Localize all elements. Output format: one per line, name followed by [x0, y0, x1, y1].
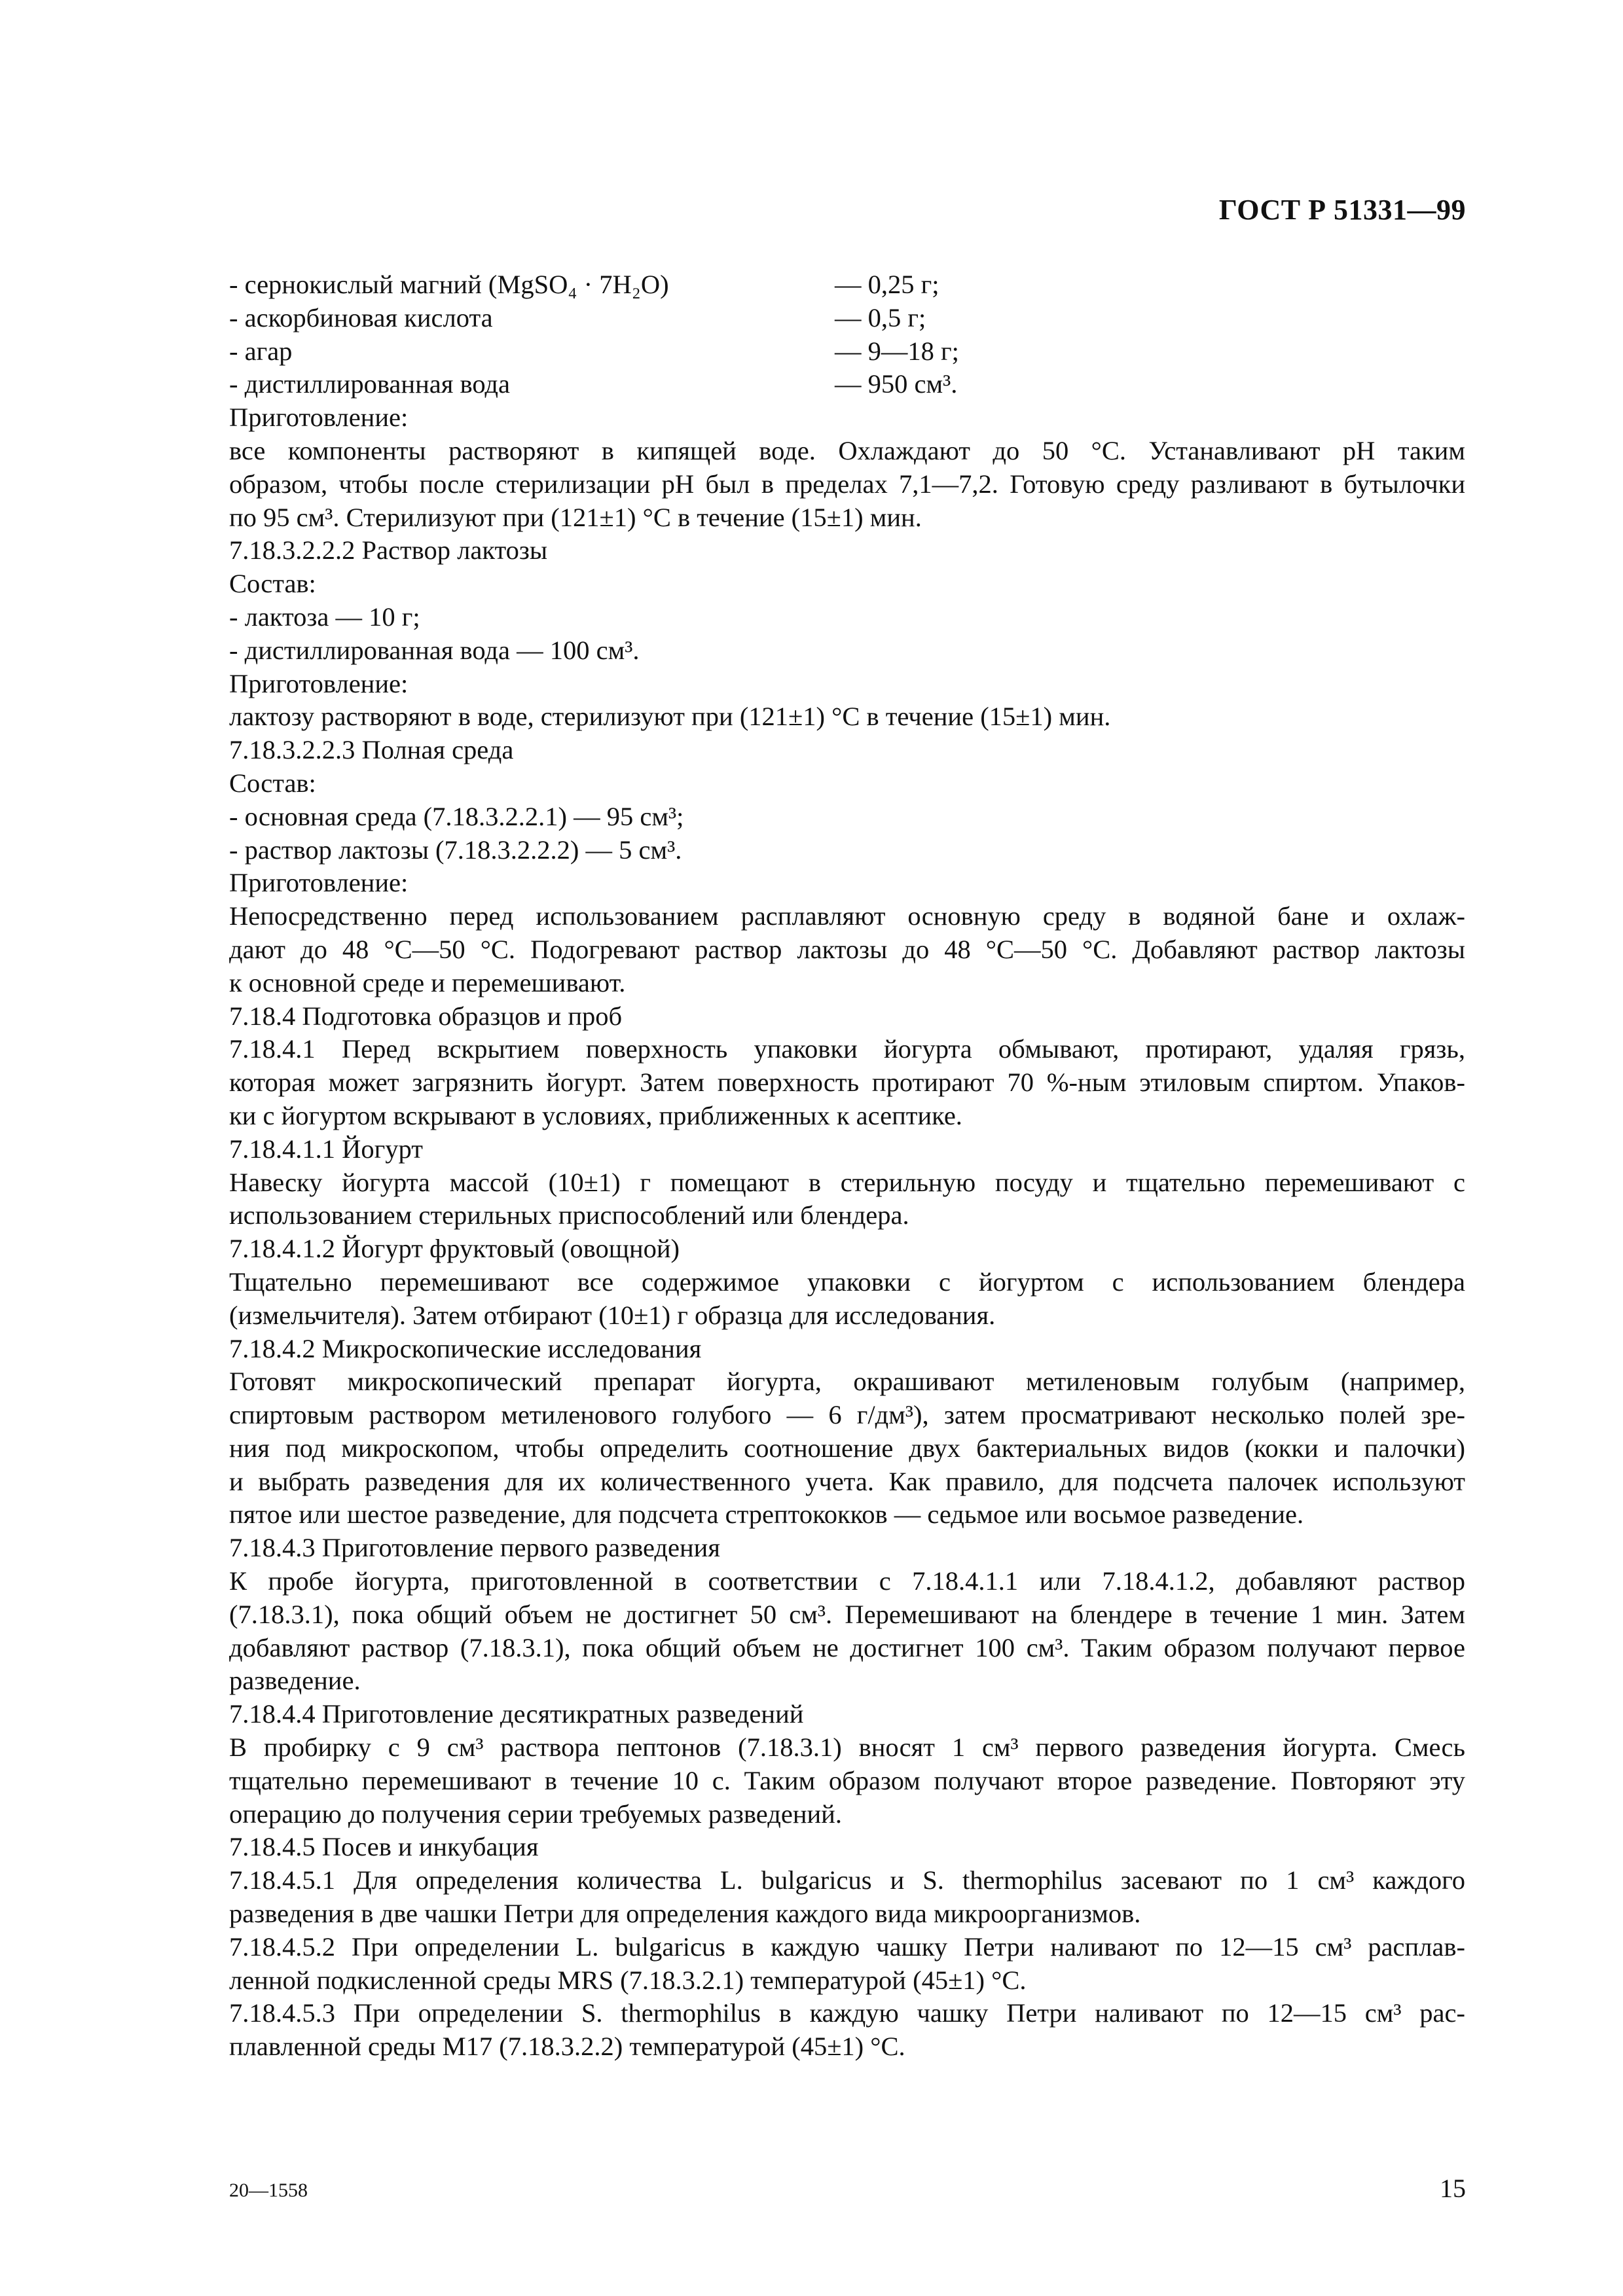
text-line: - основная среда (7.18.3.2.2.1) — 95 см³; [229, 801, 684, 831]
page-number: 15 [1440, 2174, 1466, 2203]
composition-amount: — 9—18 г; [835, 336, 959, 366]
text-line: - лактоза — 10 г; [229, 601, 420, 632]
text-line: Приготовление: [229, 868, 409, 898]
text-line: В пробирку с 9 см³ раствора пептонов (7.18.3.1) вносят 1 см³ первого разведения йогурта. Смесь [229, 1732, 1465, 1763]
composition-item: - сернокислый магний (MgSO₄ · 7H₂O) [229, 270, 669, 299]
text-line: по 95 см³. Стерилизуют при (121±1) °С в течение (15±1) мин. [229, 502, 922, 532]
text-line: использованием стерильных приспособлений или блендера. [229, 1200, 909, 1230]
text-line: плавленной среды M17 (7.18.3.2.2) температурой (45±1) °С. [229, 2032, 905, 2062]
text-line: лактозу растворяют в воде, стерилизуют при (121±1) °С в течение (15±1) мин. [229, 702, 1111, 732]
section-heading-line: 7.18.4.4 Приготовление десятикратных разведений [229, 1699, 804, 1729]
text-line: (7.18.3.1), пока общий объем не достигнет 50 см³. Перемешивают на блендере в течение 1 мин. Затем [229, 1599, 1465, 1629]
text-line: Непосредственно перед использованием расплавляют основную среду в водяной бане и охлаж- [229, 901, 1465, 931]
text-line: ленной подкисленной среды MRS (7.18.3.2.1) температурой (45±1) °С. [229, 1965, 1027, 1995]
text-line: К пробе йогурта, приготовленной в соответствии с 7.18.4.1.1 или 7.18.4.1.2, добавляют раствор [229, 1566, 1465, 1596]
text-line: тщательно перемешивают в течение 10 с. Таким образом получают второе разведение. Повторяют эту [229, 1765, 1465, 1795]
text-line: Приготовление: [229, 668, 409, 698]
text-line: - раствор лактозы (7.18.3.2.2.2) — 5 см³. [229, 834, 682, 865]
text-line: ки с йогуртом вскрывают в условиях, приближенных к асептике. [229, 1100, 962, 1130]
section-heading-line: 7.18.4.5.3 При определении S. thermophilus в каждую чашку Петри наливают по 12—15 см³ рас- [229, 1998, 1465, 2028]
footer-code: 20—1558 [229, 2179, 308, 2201]
section-heading-line: 7.18.4.2 Микроскопические исследования [229, 1333, 702, 1363]
text-line: дают до 48 °С—50 °С. Подогревают раствор лактозы до 48 °С—50 °С. Добавляют раствор лактозы [229, 934, 1465, 964]
text-line: Готовят микроскопический препарат йогурта, окрашивают метиленовым голубым (например, [229, 1367, 1465, 1397]
standard-header: ГОСТ Р 51331—99 [1218, 194, 1466, 226]
composition-item: - дистиллированная вода [229, 369, 510, 399]
text-line: Состав: [229, 569, 316, 599]
section-heading-line: 7.18.4.1.1 Йогурт [229, 1134, 423, 1164]
section-heading-line: 7.18.4.5 Посев и инкубация [229, 1832, 539, 1862]
composition-row [229, 368, 1465, 401]
section-heading-line: 7.18.4.3 Приготовление первого разведения [229, 1533, 720, 1563]
composition-list [229, 268, 1465, 401]
section-heading-line: 7.18.4.5.2 При определении L. bulgaricus в каждую чашку Петри наливают по 12—15 см³ расплав- [229, 1931, 1465, 1962]
page-content [229, 268, 1465, 2064]
section-heading-line: 7.18.4.5.1 Для определения количества L. bulgaricus и S. thermophilus засевают по 1 см³ каждого [229, 1865, 1465, 1895]
composition-amount: — 0,5 г; [835, 302, 926, 332]
section-heading-line: 7.18.3.2.2.2 Раствор лактозы [229, 535, 548, 565]
text-line: спиртовым раствором метиленового голубого — 6 г/дм³), затем просматривают несколько полей зре- [229, 1400, 1465, 1430]
text-line: - дистиллированная вода — 100 см³. [229, 635, 640, 665]
text-line: образом, чтобы после стерилизации pH был в пределах 7,1—7,2. Готовую среду разливают в бутылочки [229, 469, 1465, 499]
text-line: которая может загрязнить йогурт. Затем поверхность протирают 70 %-ным этиловым спиртом. Упаков- [229, 1067, 1465, 1098]
composition-item: - аскорбиновая кислота [229, 302, 493, 332]
text-line: добавляют раствор (7.18.3.1), пока общий объем не достигнет 100 см³. Таким образом получают первое [229, 1632, 1465, 1662]
text-line: и выбрать разведения для их количественного учета. Как правило, для подсчета палочек используют [229, 1466, 1465, 1496]
text-line: пятое или шестое разведение, для подсчета стрептококков — седьмое или восьмое разведение. [229, 1499, 1304, 1530]
text-line: разведения в две чашки Петри для определения каждого вида микроорганизмов. [229, 1899, 1141, 1929]
section-heading-line: 7.18.4.1 Перед вскрытием поверхность упаковки йогурта обмывают, протирают, удаляя грязь, [229, 1034, 1465, 1064]
section-heading-line: 7.18.4.1.2 Йогурт фруктовый (овощной) [229, 1234, 680, 1264]
section-heading-line: 7.18.3.2.2.3 Полная среда [229, 735, 514, 765]
composition-item: - агар [229, 336, 293, 366]
composition-row [229, 335, 1465, 368]
text-line: Состав: [229, 768, 316, 798]
text-line: (измельчителя). Затем отбирают (10±1) г образца для исследования. [229, 1300, 996, 1330]
text-line: Приготовление: [229, 403, 409, 433]
composition-row [229, 268, 1465, 302]
text-line: операцию до получения серии требуемых разведений. [229, 1799, 842, 1829]
composition-amount: — 0,25 г; [835, 270, 939, 299]
body-text [229, 401, 1465, 2064]
text-line: ния под микроскопом, чтобы определить соотношение двух бактериальных видов (кокки и палочки) [229, 1433, 1465, 1463]
section-heading-line: 7.18.4 Подготовка образцов и проб [229, 1001, 623, 1031]
composition-amount: — 950 см³. [835, 369, 958, 399]
text-line: все компоненты растворяют в кипящей воде. Охлаждают до 50 °С. Устанавливают pH таким [229, 435, 1465, 465]
text-line: Навеску йогурта массой (10±1) г помещают в стерильную посуду и тщательно перемешивают с [229, 1167, 1465, 1197]
text-line: к основной среде и перемешивают. [229, 967, 626, 997]
text-line: Тщательно перемешивают все содержимое упаковки с йогуртом с использованием блендера [229, 1266, 1465, 1297]
composition-row [229, 302, 1465, 335]
text-line: разведение. [229, 1666, 361, 1696]
